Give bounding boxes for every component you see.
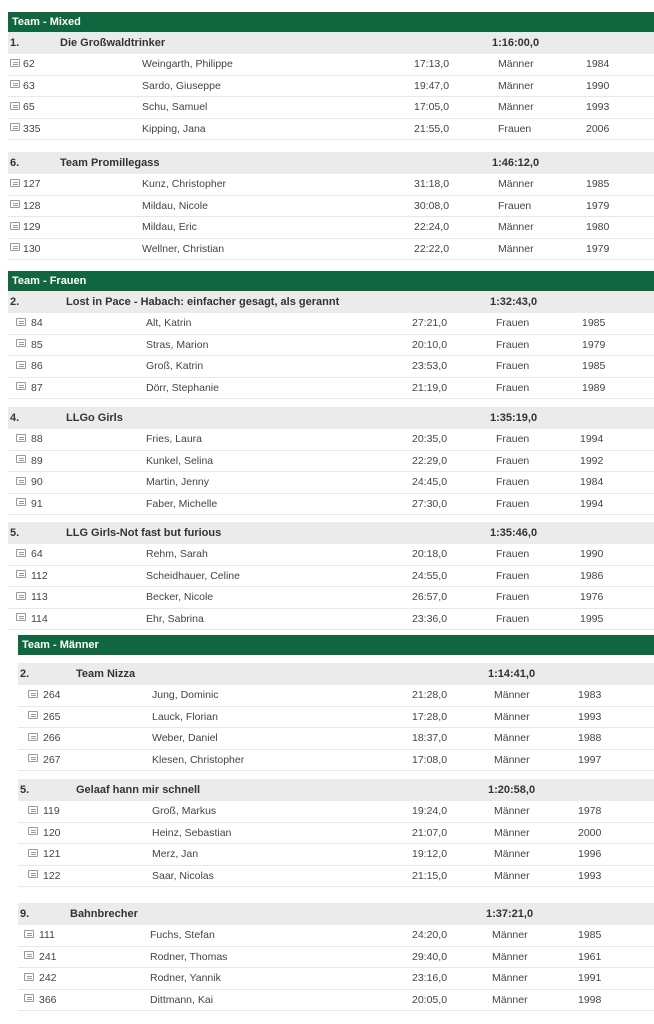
runner-time: 17:13,0: [414, 58, 450, 70]
comment-icon: [28, 806, 38, 814]
message-icon[interactable]: [10, 239, 20, 260]
category-header: Team - Frauen: [8, 271, 654, 291]
comment-icon: [10, 222, 20, 230]
bib-number: 121: [43, 848, 61, 860]
comment-icon: [16, 318, 26, 326]
team-name: Team Promillegass: [60, 157, 160, 169]
message-icon[interactable]: [10, 119, 20, 140]
message-icon[interactable]: [16, 356, 26, 377]
team-place: 2.: [20, 668, 30, 680]
table-row: [8, 378, 654, 400]
table-row: [8, 174, 654, 196]
runner-class: Männer: [498, 101, 534, 113]
comment-icon: [16, 455, 26, 463]
team-name: Lost in Pace - Habach: einfacher gesagt, als gerannt: [66, 296, 340, 308]
birth-year: 2000: [578, 826, 602, 839]
comment-icon: [10, 80, 20, 88]
message-icon[interactable]: [16, 378, 26, 399]
table-row: [8, 54, 654, 76]
table-row: [8, 356, 654, 378]
team-header: [18, 779, 654, 801]
bib-number: 241: [39, 950, 57, 963]
runner-name: Heinz, Sebastian: [152, 826, 232, 839]
runner-time: 22:29,0: [412, 454, 448, 467]
birth-year: 2006: [586, 122, 610, 135]
runner-time: 21:15,0: [412, 869, 448, 882]
runner-time: 31:18,0: [414, 178, 450, 190]
team-place: 5.: [10, 527, 20, 539]
birth-year: 1979: [582, 338, 606, 351]
runner-class: Männer: [494, 689, 530, 701]
birth-year: 1991: [578, 972, 602, 984]
runner-time: 22:24,0: [414, 221, 450, 233]
message-icon[interactable]: [10, 217, 20, 238]
bib-number: 85: [31, 338, 43, 351]
runner-time: 20:35,0: [412, 433, 448, 445]
runner-class: Frauen: [498, 199, 532, 212]
table-row: [8, 76, 654, 98]
team-block: [8, 407, 654, 515]
comment-icon: [16, 361, 26, 369]
message-icon[interactable]: [28, 750, 38, 771]
table-row: [8, 313, 654, 335]
comment-icon: [16, 339, 26, 347]
team-time: 1:37:21,0: [486, 908, 534, 920]
message-icon[interactable]: [16, 313, 26, 334]
team-time: 1:20:58,0: [488, 784, 536, 796]
runner-name: Dörr, Stephanie: [146, 381, 219, 394]
message-icon[interactable]: [16, 544, 26, 565]
runner-time: 24:20,0: [412, 929, 448, 941]
runner-class: Männer: [494, 805, 530, 817]
team-name: Gelaaf hann mir schnell: [76, 784, 201, 796]
runner-name: Scheidhauer, Celine: [146, 569, 240, 582]
birth-year: 1990: [586, 79, 610, 92]
bib-number: 63: [23, 79, 35, 92]
birth-year: 1985: [582, 360, 606, 372]
message-icon[interactable]: [16, 587, 26, 608]
birth-year: 1984: [586, 58, 610, 70]
runner-class: Männer: [492, 972, 528, 984]
runner-name: Fuchs, Stefan: [150, 929, 215, 941]
bib-number: 65: [23, 101, 35, 113]
runner-class: Männer: [494, 753, 530, 766]
table-row: [18, 823, 654, 845]
runner-time: 20:18,0: [412, 548, 448, 560]
team-name: LLG Girls-Not fast but furious: [66, 527, 222, 539]
runner-class: Frauen: [496, 317, 530, 329]
bib-number: 119: [43, 805, 60, 817]
comment-icon: [24, 994, 34, 1002]
runner-class: Frauen: [498, 122, 532, 135]
comment-icon: [16, 434, 26, 442]
runner-class: Frauen: [496, 497, 530, 510]
team-name: Die Großwaldtrinker: [60, 37, 166, 49]
comment-icon: [16, 382, 26, 390]
runner-name: Lauck, Florian: [152, 710, 218, 723]
comment-icon: [28, 870, 38, 878]
runner-name: Becker, Nicole: [146, 591, 214, 603]
runner-class: Frauen: [496, 476, 530, 488]
runner-class: Frauen: [496, 612, 530, 625]
bib-number: 130: [23, 242, 41, 255]
runner-time: 21:55,0: [414, 122, 450, 135]
runner-class: Männer: [498, 221, 534, 233]
birth-year: 1989: [582, 381, 606, 394]
team-name: LLGo Girls: [66, 412, 123, 424]
table-row: [8, 609, 654, 631]
comment-icon: [28, 754, 38, 762]
runner-name: Wellner, Christian: [142, 242, 225, 255]
runner-time: 20:05,0: [412, 993, 448, 1006]
runner-time: 24:55,0: [412, 569, 448, 582]
runner-class: Männer: [492, 993, 528, 1006]
runner-class: Männer: [498, 58, 534, 70]
birth-year: 1985: [586, 178, 610, 190]
team-block: [8, 291, 654, 399]
comment-icon: [24, 973, 34, 981]
table-row: [18, 801, 654, 823]
message-icon[interactable]: [28, 728, 38, 749]
runner-name: Ehr, Sabrina: [146, 612, 204, 625]
runner-name: Groß, Markus: [152, 805, 217, 817]
message-icon[interactable]: [24, 990, 34, 1011]
bib-number: 90: [31, 476, 43, 488]
runner-time: 19:12,0: [412, 848, 448, 860]
runner-time: 23:16,0: [412, 972, 448, 984]
runner-name: Schu, Samuel: [142, 101, 208, 113]
birth-year: 1979: [586, 199, 610, 212]
message-icon[interactable]: [16, 494, 26, 515]
runner-name: Merz, Jan: [152, 848, 199, 860]
runner-time: 27:30,0: [412, 497, 448, 510]
team-time: 1:16:00,0: [492, 37, 540, 49]
runner-time: 21:28,0: [412, 689, 448, 701]
birth-year: 1985: [582, 317, 606, 329]
runner-name: Rodner, Yannik: [150, 972, 221, 984]
team-time: 1:14:41,0: [488, 668, 536, 680]
table-row: [8, 494, 654, 516]
runner-name: Rehm, Sarah: [146, 548, 208, 560]
table-row: [18, 925, 654, 947]
bib-number: 122: [43, 869, 61, 882]
category-header: Team - Mixed: [8, 12, 654, 32]
birth-year: 1997: [578, 753, 602, 766]
birth-year: 1978: [578, 805, 602, 817]
table-row: [18, 728, 654, 750]
runner-name: Mildau, Nicole: [142, 199, 208, 212]
runner-name: Jung, Dominic: [152, 689, 219, 701]
comment-icon: [16, 549, 26, 557]
runner-time: 22:22,0: [414, 242, 450, 255]
bib-number: 114: [31, 612, 48, 625]
bib-number: 84: [31, 317, 43, 329]
comment-icon: [28, 849, 38, 857]
team-place: 6.: [10, 157, 20, 169]
runner-name: Saar, Nicolas: [152, 869, 214, 882]
runner-name: Faber, Michelle: [146, 497, 218, 510]
runner-class: Frauen: [496, 338, 530, 351]
table-row: [18, 750, 654, 772]
comment-icon: [16, 592, 26, 600]
runner-name: Kunz, Christopher: [142, 178, 227, 190]
birth-year: 1998: [578, 993, 602, 1006]
team-block: [18, 903, 654, 1011]
birth-year: 1980: [586, 221, 610, 233]
runner-class: Männer: [492, 950, 528, 963]
table-row: [8, 429, 654, 451]
category-header: Team - Männer: [18, 635, 654, 655]
runner-class: Männer: [494, 869, 530, 882]
team-header: [8, 522, 654, 544]
message-icon[interactable]: [10, 196, 20, 217]
birth-year: 1984: [580, 476, 604, 488]
runner-class: Frauen: [496, 360, 530, 372]
team-place: 1.: [10, 37, 20, 49]
team-time: 1:32:43,0: [490, 296, 538, 308]
bib-number: 111: [39, 929, 55, 941]
bib-number: 265: [43, 710, 61, 723]
runner-name: Mildau, Eric: [142, 221, 197, 233]
comment-icon: [28, 690, 38, 698]
runner-time: 29:40,0: [412, 950, 448, 963]
birth-year: 1993: [578, 869, 602, 882]
birth-year: 1993: [578, 710, 602, 723]
comment-icon: [24, 930, 34, 938]
runner-name: Martin, Jenny: [146, 476, 210, 488]
bib-number: 91: [31, 497, 43, 510]
runner-class: Frauen: [496, 591, 530, 603]
message-icon[interactable]: [10, 97, 20, 118]
comment-icon: [16, 613, 26, 621]
birth-year: 1961: [578, 950, 602, 963]
runner-time: 30:08,0: [414, 199, 450, 212]
team-header: [8, 32, 654, 54]
comment-icon: [28, 733, 38, 741]
bib-number: 267: [43, 753, 61, 766]
comment-icon: [10, 102, 20, 110]
team-block: [18, 663, 654, 771]
message-icon[interactable]: [28, 866, 38, 887]
birth-year: 1994: [580, 497, 604, 510]
runner-name: Alt, Katrin: [146, 317, 192, 329]
birth-year: 1988: [578, 732, 602, 744]
comment-icon: [10, 243, 20, 251]
birth-year: 1986: [580, 569, 604, 582]
birth-year: 1993: [586, 101, 610, 113]
bib-number: 113: [31, 591, 48, 603]
comment-icon: [10, 200, 20, 208]
team-block: [8, 32, 654, 140]
bib-number: 89: [31, 454, 43, 467]
message-icon[interactable]: [16, 609, 26, 630]
runner-class: Männer: [498, 178, 534, 190]
runner-class: Frauen: [496, 381, 530, 394]
table-row: [8, 451, 654, 473]
team-header: [8, 407, 654, 429]
runner-name: Weber, Daniel: [152, 732, 218, 744]
runner-time: 24:45,0: [412, 476, 448, 488]
runner-class: Männer: [494, 732, 530, 744]
runner-name: Fries, Laura: [146, 433, 203, 445]
team-header: [8, 291, 654, 313]
comment-icon: [16, 570, 26, 578]
runner-name: Rodner, Thomas: [150, 950, 228, 963]
runner-time: 19:24,0: [412, 805, 448, 817]
team-block: [8, 152, 654, 260]
comment-icon: [10, 179, 20, 187]
bib-number: 128: [23, 199, 41, 212]
message-icon[interactable]: [16, 566, 26, 587]
message-icon[interactable]: [24, 947, 34, 968]
table-row: [8, 544, 654, 566]
team-time: 1:35:46,0: [490, 527, 538, 539]
runner-name: Sardo, Giuseppe: [142, 79, 221, 92]
bib-number: 88: [31, 433, 43, 445]
birth-year: 1995: [580, 612, 604, 625]
runner-name: Weingarth, Philippe: [142, 58, 233, 70]
team-time: 1:46:12,0: [492, 157, 540, 169]
table-row: [18, 844, 654, 866]
message-icon[interactable]: [16, 472, 26, 493]
message-icon[interactable]: [28, 801, 38, 822]
runner-name: Klesen, Christopher: [152, 753, 245, 766]
runner-class: Frauen: [496, 569, 530, 582]
table-row: [8, 217, 654, 239]
birth-year: 1976: [580, 591, 604, 603]
table-row: [18, 685, 654, 707]
table-row: [18, 990, 654, 1012]
team-block: [8, 522, 654, 630]
runner-class: Männer: [498, 242, 534, 255]
comment-icon: [24, 951, 34, 959]
message-icon[interactable]: [16, 335, 26, 356]
team-name: Bahnbrecher: [70, 908, 138, 920]
bib-number: 366: [39, 993, 57, 1006]
table-row: [18, 968, 654, 990]
runner-time: 26:57,0: [412, 591, 448, 603]
runner-time: 17:05,0: [414, 101, 450, 113]
bib-number: 87: [31, 381, 43, 394]
runner-time: 18:37,0: [412, 732, 448, 744]
comment-icon: [10, 59, 20, 67]
table-row: [18, 866, 654, 888]
table-row: [18, 707, 654, 729]
team-place: 9.: [20, 908, 30, 920]
runner-time: 23:36,0: [412, 612, 448, 625]
runner-class: Männer: [492, 929, 528, 941]
table-row: [8, 119, 654, 141]
bib-number: 335: [23, 122, 41, 135]
bib-number: 112: [31, 569, 48, 582]
message-icon[interactable]: [10, 54, 20, 75]
message-icon[interactable]: [16, 451, 26, 472]
team-header: [18, 903, 654, 925]
bib-number: 120: [43, 826, 61, 839]
comment-icon: [16, 477, 26, 485]
message-icon[interactable]: [10, 174, 20, 195]
table-row: [18, 947, 654, 969]
bib-number: 127: [23, 178, 41, 190]
bib-number: 64: [31, 548, 43, 560]
table-row: [8, 472, 654, 494]
runner-name: Groß, Katrin: [146, 360, 204, 372]
table-row: [8, 196, 654, 218]
team-place: 4.: [10, 412, 20, 424]
message-icon[interactable]: [28, 823, 38, 844]
team-header: [8, 152, 654, 174]
table-row: [8, 587, 654, 609]
runner-name: Stras, Marion: [146, 338, 209, 351]
table-row: [8, 335, 654, 357]
bib-number: 264: [43, 689, 61, 701]
message-icon[interactable]: [10, 76, 20, 97]
runner-class: Männer: [494, 848, 530, 860]
message-icon[interactable]: [24, 968, 34, 989]
birth-year: 1983: [578, 689, 602, 701]
runner-time: 17:08,0: [412, 753, 448, 766]
team-place: 5.: [20, 784, 30, 796]
birth-year: 1979: [586, 242, 610, 255]
runner-class: Männer: [494, 826, 530, 839]
runner-class: Frauen: [496, 433, 530, 445]
bib-number: 62: [23, 58, 35, 70]
runner-time: 19:47,0: [414, 79, 450, 92]
runner-time: 20:10,0: [412, 338, 448, 351]
message-icon[interactable]: [24, 925, 34, 946]
bib-number: 86: [31, 360, 43, 372]
table-row: [8, 239, 654, 261]
birth-year: 1990: [580, 548, 604, 560]
team-time: 1:35:19,0: [490, 412, 538, 424]
team-place: 2.: [10, 296, 20, 308]
table-row: [8, 97, 654, 119]
runner-name: Kipping, Jana: [142, 122, 206, 135]
birth-year: 1996: [578, 848, 602, 860]
comment-icon: [16, 498, 26, 506]
team-block: [18, 779, 654, 887]
comment-icon: [28, 827, 38, 835]
bib-number: 242: [39, 972, 57, 984]
bib-number: 129: [23, 221, 41, 233]
runner-time: 23:53,0: [412, 360, 448, 372]
runner-class: Frauen: [496, 548, 530, 560]
runner-time: 17:28,0: [412, 710, 448, 723]
comment-icon: [10, 123, 20, 131]
message-icon[interactable]: [28, 685, 38, 706]
runner-time: 21:07,0: [412, 826, 448, 839]
bib-number: 266: [43, 732, 61, 744]
message-icon[interactable]: [28, 844, 38, 865]
birth-year: 1994: [580, 433, 604, 445]
message-icon[interactable]: [16, 429, 26, 450]
team-header: [18, 663, 654, 685]
runner-name: Dittmann, Kai: [150, 993, 214, 1006]
birth-year: 1985: [578, 929, 602, 941]
table-row: [8, 566, 654, 588]
runner-name: Kunkel, Selina: [146, 454, 214, 467]
runner-class: Frauen: [496, 454, 530, 467]
message-icon[interactable]: [28, 707, 38, 728]
runner-class: Männer: [494, 710, 530, 723]
runner-time: 27:21,0: [412, 317, 448, 329]
team-name: Team Nizza: [76, 668, 136, 680]
runner-time: 21:19,0: [412, 381, 448, 394]
runner-class: Männer: [498, 79, 534, 92]
comment-icon: [28, 711, 38, 719]
birth-year: 1992: [580, 454, 604, 467]
